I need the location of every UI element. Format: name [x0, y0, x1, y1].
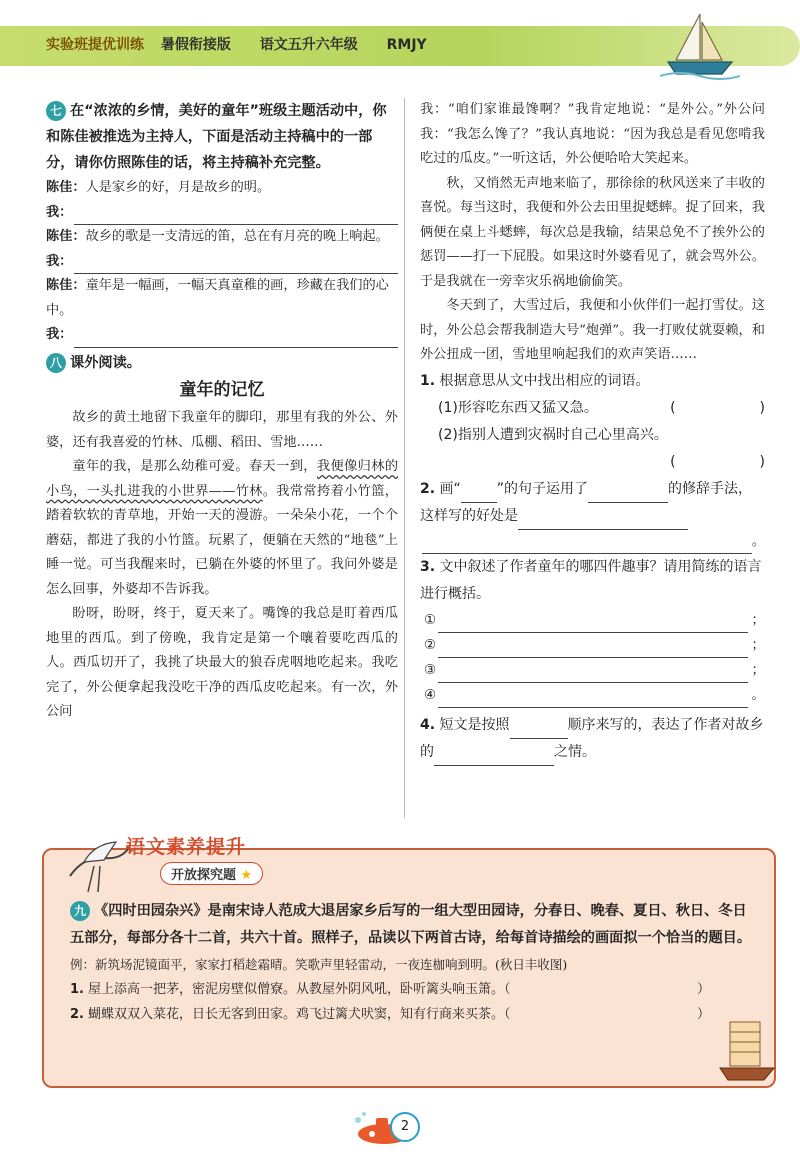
header-brand: 实验班提优训练	[46, 37, 144, 53]
header-title	[46, 34, 427, 54]
q7-answer-1[interactable]: 我：	[46, 201, 398, 226]
answer-blank[interactable]	[510, 722, 568, 739]
sub-q1: 1. 根据意思从文中找出相应的词语。	[420, 372, 650, 389]
q7-answer-2[interactable]: 我：	[46, 250, 398, 275]
q7-line-3: 陈佳：故乡的歌是一支清远的笛，总在有月亮的晚上响起。	[46, 229, 389, 244]
section-title: 语文素养提升	[126, 836, 247, 858]
page-number: 2	[390, 1112, 420, 1142]
sub-q1b-answer[interactable]	[420, 449, 765, 476]
answer-blank[interactable]	[74, 329, 398, 348]
q7-prompt: 七 在“浓浓的乡情，美好的童年”班级主题活动中，你和陈佳被推选为主持人，下面是活动主持稿中的一部分，请你仿照陈佳的话，将主持稿补充完整。	[46, 103, 387, 171]
sub-q2: 2. 画“ ”的句子运用了 的修辞手法，这样写的好处是	[420, 476, 765, 530]
answer-paren[interactable]: ( )	[670, 453, 765, 470]
sub-q2-cont[interactable]: 。	[420, 530, 765, 554]
q7-line-1: 陈佳： 人是家乡的好，月是故乡的明。	[46, 180, 271, 195]
sub-q3-line-3[interactable]: ③ ；	[420, 658, 765, 683]
right-column	[420, 98, 765, 766]
q7-number: 七	[46, 101, 66, 121]
essay-para-5: 冬天到了，大雪过后，我便和小伙伴们一起打雪仗。这时，外公总会帮我制造大号“炮弹”。我一打败仗就耍赖，和外公扭成一团，雪地里响起我们的欢声笑语……	[420, 298, 765, 362]
answer-blank[interactable]	[434, 749, 554, 766]
header-subject: 语文五升六年级	[259, 37, 358, 53]
essay-para-3: 盼呀，盼呀，终于，夏天来了。嘴馋的我总是盯着西瓜地里的西瓜。到了傍晚，我肯定是第一个嚷着要吃西瓜的人。西瓜切开了，我挑了块最大的狼吞虎咽地吃起来。我吃完了，外公便拿起我没吃干净的西瓜皮吃起来。有一次，外公问	[46, 606, 398, 719]
crane-icon	[64, 836, 134, 896]
essay-title: 童年的记忆	[179, 379, 265, 400]
answer-paren[interactable]: ( )	[670, 399, 765, 416]
answer-blank[interactable]	[518, 513, 688, 530]
answer-blank[interactable]	[422, 535, 752, 554]
sub-q3-line-4[interactable]: ④ 。	[420, 683, 765, 708]
sub-q1b: (2)指别人遭到灾祸时自己心里高兴。	[438, 426, 668, 443]
wavy-underline-sentence: 我便像归林的小鸟，一头扎进我的小世界——竹林	[46, 459, 399, 499]
q9-content	[70, 898, 760, 1027]
open-inquiry-panel	[42, 848, 776, 1088]
header-edition: 暑假衔接版	[160, 37, 231, 53]
sub-q4: 4. 短文是按照 顺序来写的，表达了作者对故乡的 之情。	[420, 712, 765, 766]
answer-blank[interactable]	[461, 486, 497, 503]
q9-example: 例：新筑场泥镜面平，家家打稻趁霜晴。笑歌声里轻雷动，一夜连枷响到明。(秋日丰收图)	[70, 957, 568, 972]
section-subtitle: 开放探究题 ★	[160, 862, 263, 885]
q9-poem-2: 2. 蝴蝶双双入菜花，日长无客到田家。鸡飞过篱犬吠窦，知有行商来买茶。（ ）	[70, 1002, 760, 1027]
answer-paren[interactable]: ）	[696, 982, 710, 997]
answer-paren[interactable]: ）	[696, 1007, 710, 1022]
q7-line-5: 陈佳：童年是一幅画，一幅天真童稚的画，珍藏在我们的心中。	[46, 278, 389, 318]
answer-blank[interactable]	[74, 206, 398, 225]
q7-answer-3[interactable]: 我：	[46, 323, 398, 348]
junk-boat-icon	[718, 1014, 776, 1086]
essay-para-2: 童年的我，是那么幼稚可爱。春天一到，我便像归林的小鸟，一头扎进我的小世界——竹林。我常常挎着小竹篮，踏着软软的青草地，开始一天的漫游。一朵朵小花，一个个蘑菇，都进了我的小竹篮。玩累了，便躺在天然的“地毯”上睡一觉。可当我醒来时，已躺在外婆的怀里了。我问外婆是怎么回事，外婆却不告诉我。	[46, 459, 399, 597]
page-header	[0, 0, 800, 78]
q9-number: 九	[70, 901, 90, 921]
sub-q3-line-1[interactable]: ① ；	[420, 608, 765, 633]
q8-heading: 八 课外阅读。	[46, 350, 398, 376]
essay-para-1: 故乡的黄土地留下我童年的脚印，那里有我的外公、外婆，还有我喜爱的竹林、瓜棚、稻田、雪地……	[46, 410, 398, 450]
essay-para-4: 秋，又悄然无声地来临了，那徐徐的秋风送来了丰收的喜悦。每当这时，我便和外公去田里捉蟋蟀。捉了回来，我俩便在桌上斗蟋蟀，每次总是我输，结果总免不了挨外公的惩罚——打一下屁股。如果这时外婆看见了，就会骂外公。于是我就在一旁幸灾乐祸地偷偷笑。	[420, 175, 765, 289]
q8-number: 八	[46, 353, 66, 373]
answer-blank[interactable]	[588, 486, 668, 503]
answer-blank[interactable]	[74, 255, 398, 274]
sub-q1a: (1)形容吃东西又猛又急。 ( )	[420, 395, 765, 422]
q9-poem-1: 1. 屋上添高一把茅，密泥房壁似僧寮。从教屋外阴风吼，卧听篱头响玉箫。（ ）	[70, 977, 760, 1002]
essay-para-3-cont: 我：“咱们家谁最馋啊？”我肯定地说：“是外公。”外公问我：“我怎么馋了？”我认真地说：“因为我总是看见您啃我吃过的瓜皮。”一听这话，外公便哈哈大笑起来。	[420, 102, 765, 166]
column-divider	[404, 98, 405, 818]
sub-q3-line-2[interactable]: ② ；	[420, 633, 765, 658]
sailboat-icon	[660, 10, 740, 80]
q9-prompt: 九 《四时田园杂兴》是南宋诗人范成大退居家乡后写的一组大型田园诗，分春日、晚春、夏日、秋日、冬日五部分，每部分各十二首，共六十首。照样子，品读以下两首古诗，给每首诗描绘的画面拟一个恰当的题目。	[70, 903, 752, 946]
header-code: RMJY	[386, 37, 427, 53]
left-column	[46, 98, 398, 725]
sub-q3: 3. 文中叙述了作者童年的哪四件趣事？请用简练的语言进行概括。	[420, 558, 762, 602]
